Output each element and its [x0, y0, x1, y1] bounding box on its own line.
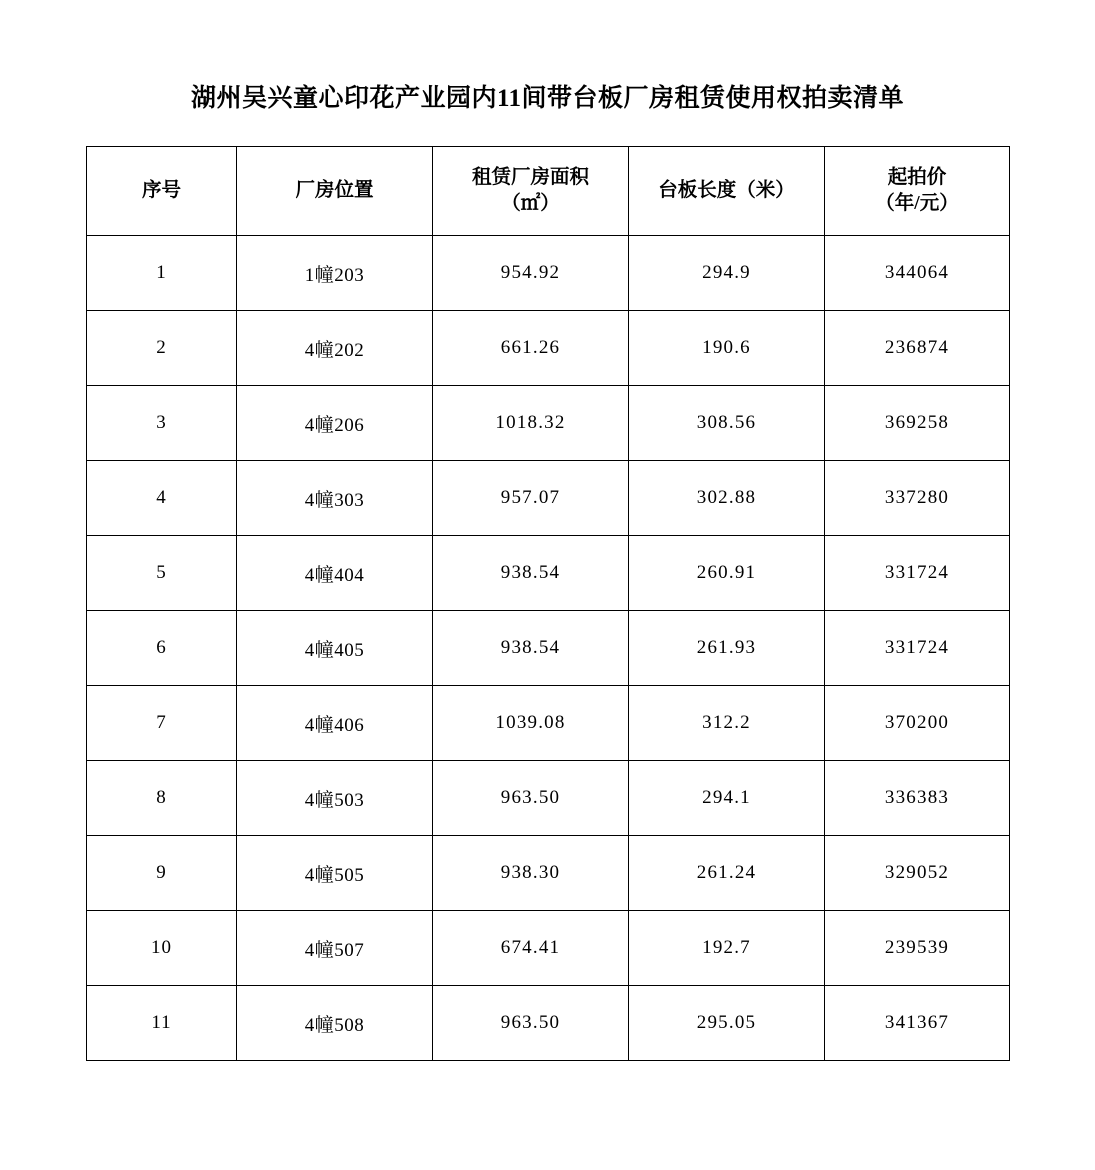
- cell-length: 302.88: [629, 461, 825, 536]
- table-row: [87, 311, 1010, 386]
- table-row: [87, 236, 1010, 311]
- cell-seq: 2: [87, 311, 237, 386]
- cell-price: 369258: [825, 386, 1010, 461]
- cell-length: 294.1: [629, 761, 825, 836]
- cell-area: 1039.08: [433, 686, 629, 761]
- cell-area: 957.07: [433, 461, 629, 536]
- cell-price: 331724: [825, 611, 1010, 686]
- cell-seq: 7: [87, 686, 237, 761]
- table-body: [87, 236, 1010, 1061]
- table-row: [87, 461, 1010, 536]
- table-row: [87, 386, 1010, 461]
- cell-length: 308.56: [629, 386, 825, 461]
- cell-length: 192.7: [629, 911, 825, 986]
- cell-length: 312.2: [629, 686, 825, 761]
- cell-price: 336383: [825, 761, 1010, 836]
- cell-area: 661.26: [433, 311, 629, 386]
- cell-area: 938.54: [433, 536, 629, 611]
- cell-location: 4幢404: [237, 536, 433, 611]
- cell-seq: 3: [87, 386, 237, 461]
- cell-price: 370200: [825, 686, 1010, 761]
- cell-location: 4幢406: [237, 686, 433, 761]
- cell-price: 329052: [825, 836, 1010, 911]
- cell-area: 1018.32: [433, 386, 629, 461]
- cell-seq: 9: [87, 836, 237, 911]
- table-row: [87, 686, 1010, 761]
- table-container: [0, 114, 1095, 1061]
- table-header: [87, 147, 1010, 236]
- cell-length: 190.6: [629, 311, 825, 386]
- column-header-price: [825, 147, 1010, 236]
- cell-location: 4幢303: [237, 461, 433, 536]
- column-header-seq-line1: 序号: [141, 179, 181, 201]
- column-header-price-line2: （年/元）: [875, 193, 959, 214]
- column-header-location: [237, 147, 433, 236]
- table-row: [87, 761, 1010, 836]
- table-row: [87, 536, 1010, 611]
- table-row: [87, 986, 1010, 1061]
- column-header-area: [433, 147, 629, 236]
- cell-seq: 8: [87, 761, 237, 836]
- column-header-area-line2: （㎡）: [501, 193, 560, 214]
- cell-price: 337280: [825, 461, 1010, 536]
- cell-seq: 6: [87, 611, 237, 686]
- cell-area: 938.54: [433, 611, 629, 686]
- cell-seq: 5: [87, 536, 237, 611]
- cell-price: 239539: [825, 911, 1010, 986]
- cell-area: 963.50: [433, 761, 629, 836]
- cell-area: 674.41: [433, 911, 629, 986]
- cell-price: 331724: [825, 536, 1010, 611]
- cell-length: 294.9: [629, 236, 825, 311]
- column-header-length: [629, 147, 825, 236]
- cell-length: 260.91: [629, 536, 825, 611]
- cell-seq: 11: [87, 986, 237, 1061]
- column-header-length-line1: 台板长度（米）: [658, 179, 795, 201]
- auction-listing-table: [86, 146, 1010, 1061]
- cell-price: 341367: [825, 986, 1010, 1061]
- table-header-row: [87, 147, 1010, 236]
- cell-location: 4幢405: [237, 611, 433, 686]
- cell-price: 236874: [825, 311, 1010, 386]
- cell-seq: 1: [87, 236, 237, 311]
- column-header-area-line1: 租赁厂房面积: [471, 166, 589, 188]
- cell-area: 938.30: [433, 836, 629, 911]
- cell-location: 4幢202: [237, 311, 433, 386]
- cell-length: 295.05: [629, 986, 825, 1061]
- cell-price: 344064: [825, 236, 1010, 311]
- cell-seq: 10: [87, 911, 237, 986]
- column-header-price-line1: 起拍价: [887, 166, 947, 188]
- cell-length: 261.93: [629, 611, 825, 686]
- cell-area: 954.92: [433, 236, 629, 311]
- table-row: [87, 911, 1010, 986]
- cell-location: 4幢503: [237, 761, 433, 836]
- table-row: [87, 611, 1010, 686]
- cell-seq: 4: [87, 461, 237, 536]
- cell-length: 261.24: [629, 836, 825, 911]
- cell-location: 1幢203: [237, 236, 433, 311]
- cell-area: 963.50: [433, 986, 629, 1061]
- cell-location: 4幢206: [237, 386, 433, 461]
- cell-location: 4幢505: [237, 836, 433, 911]
- table-row: [87, 836, 1010, 911]
- column-header-seq: [87, 147, 237, 236]
- page-title: 湖州吴兴童心印花产业园内11间带台板厂房租赁使用权拍卖清单: [190, 85, 905, 112]
- cell-location: 4幢508: [237, 986, 433, 1061]
- column-header-location-line1: 厂房位置: [295, 179, 374, 201]
- cell-location: 4幢507: [237, 911, 433, 986]
